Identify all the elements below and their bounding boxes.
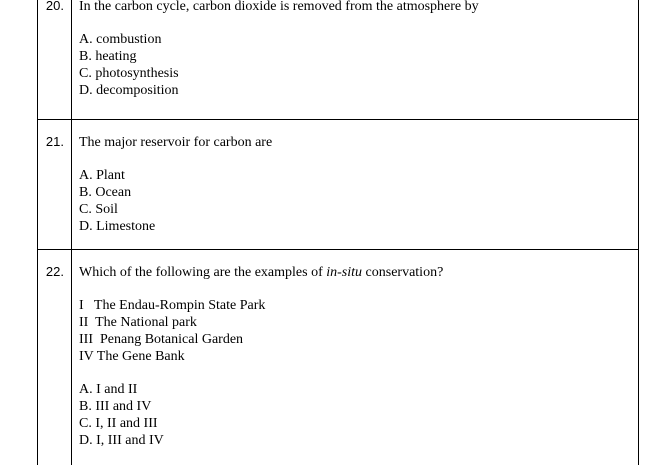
option-c: C. I, II and III: [79, 416, 158, 431]
option-b: B. Ocean: [79, 185, 132, 200]
question-row-22: [38, 250, 638, 465]
question-content: [72, 0, 479, 119]
question-number: 20.: [38, 0, 72, 119]
question-stem: In the carbon cycle, carbon dioxide is removed from the atmosphere by: [79, 0, 479, 14]
statement-iv: IV The Gene Bank: [79, 349, 185, 364]
questions-table: [37, 0, 639, 465]
option-b: B. heating: [79, 49, 137, 64]
question-stem: [79, 264, 443, 281]
question-content: [72, 250, 443, 465]
option-b: B. III and IV: [79, 399, 152, 414]
question-stem: The major reservoir for carbon are: [79, 135, 273, 150]
question-content: [72, 120, 272, 249]
statement-ii: II The National park: [79, 315, 197, 330]
question-number: 22.: [38, 250, 72, 465]
stem-text-before: Which of the following are the examples of: [79, 265, 327, 280]
stem-text-after: conservation?: [362, 265, 444, 280]
question-number: 21.: [38, 120, 72, 249]
question-row-21: [38, 120, 638, 250]
statement-list: [79, 297, 443, 365]
option-c: C. Soil: [79, 202, 118, 217]
option-d: D. Limestone: [79, 219, 156, 234]
option-a: A. Plant: [79, 168, 125, 183]
option-c: C. photosynthesis: [79, 66, 179, 81]
option-d: D. decomposition: [79, 83, 179, 98]
option-a: A. I and II: [79, 382, 138, 397]
statement-i: I The Endau-Rompin State Park: [79, 298, 266, 313]
question-row-20: [38, 0, 638, 120]
stem-italic-term: in-situ: [326, 265, 363, 280]
option-a: A. combustion: [79, 32, 162, 47]
statement-iii: III Penang Botanical Garden: [79, 332, 244, 347]
option-d: D. I, III and IV: [79, 433, 164, 448]
